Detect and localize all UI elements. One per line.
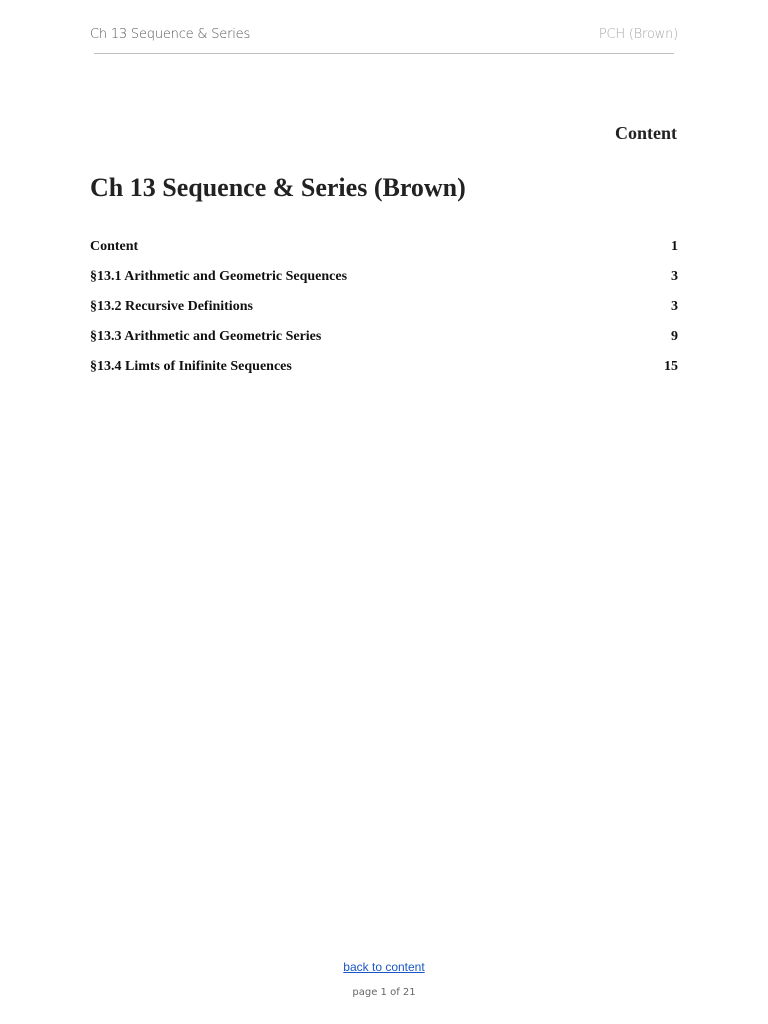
table-of-contents [90, 239, 678, 389]
toc-entry-page: 3 [671, 269, 678, 284]
document-title: Ch 13 Sequence & Series (Brown) [90, 173, 466, 202]
toc-entry[interactable] [90, 269, 678, 299]
back-to-content-link[interactable]: back to content [343, 960, 425, 974]
toc-entry-label: §13.1 Arithmetic and Geometric Sequences [90, 269, 348, 284]
page-indicator: page 1 of 21 [352, 987, 416, 998]
footer-link-container [0, 960, 768, 974]
toc-entry-page: 15 [664, 359, 678, 374]
toc-entry-page: 1 [671, 239, 678, 254]
toc-entry-page: 9 [671, 329, 678, 344]
toc-entry[interactable] [90, 299, 678, 329]
toc-entry-label: §13.4 Limts of Inifinite Sequences [90, 359, 292, 374]
toc-entry-label: Content [90, 239, 139, 254]
toc-entry-page: 3 [671, 299, 678, 314]
toc-entry[interactable] [90, 329, 678, 359]
toc-entry[interactable] [90, 359, 678, 389]
header-divider [94, 53, 674, 54]
section-label: Content [615, 123, 677, 143]
header-course-name: PCH (Brown) [598, 26, 678, 42]
toc-entry-label: §13.3 Arithmetic and Geometric Series [90, 329, 322, 344]
toc-entry[interactable] [90, 239, 678, 269]
running-header [90, 24, 678, 44]
header-chapter-title: Ch 13 Sequence & Series [90, 26, 251, 42]
toc-entry-label: §13.2 Recursive Definitions [90, 299, 253, 314]
